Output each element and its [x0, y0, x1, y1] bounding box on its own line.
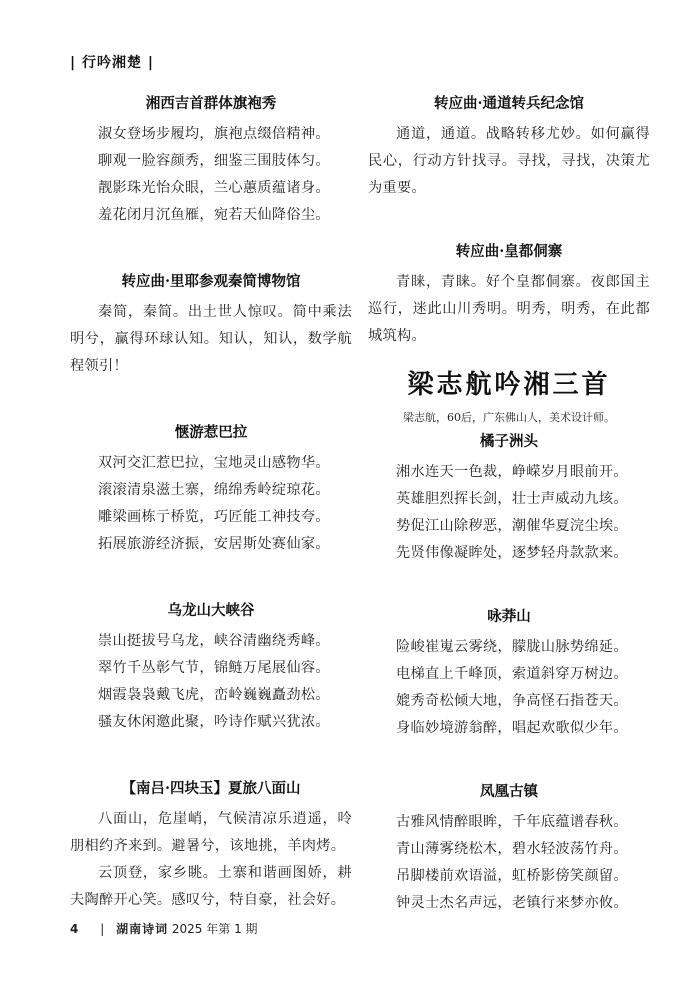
poem-line: 身临妙境游翁醉，唱起欢歌似少年。 — [396, 720, 628, 736]
poem — [70, 779, 352, 914]
poem-title: 咏莽山 — [487, 608, 531, 625]
issue-label: 2025 年第 1 期 — [171, 922, 258, 936]
poem-line: 势促江山除秽恶，潮催华夏浣尘埃。 — [396, 518, 628, 534]
poem-title: 转应曲·里耶参观秦简博物馆 — [121, 273, 301, 290]
poem-line: 聊观一脸容颜秀，细鉴三围肢体匀。 — [98, 153, 330, 169]
poem-line: 靓影珠光怡众眼，兰心蕙质蕴诸身。 — [98, 180, 330, 196]
left-column — [70, 94, 352, 957]
poem — [70, 272, 352, 380]
magazine-title: 湖南诗词 — [116, 922, 169, 936]
poem-title: 乌龙山大峡谷 — [167, 602, 255, 619]
poem-paragraph: 青睐，青睐。好个皇都侗寨。夜郎国主巡行，迷此山川秀明。明秀，明秀，在此都城筑构。 — [368, 274, 650, 344]
poem-title: 橘子洲头 — [480, 433, 538, 450]
poem-title: 湘西吉首群体旗袍秀 — [145, 95, 277, 112]
poem — [70, 94, 352, 229]
poem-line: 淑女登场步履均，旗袍点缀倍精神。 — [98, 126, 330, 142]
poem-paragraph: 通道，通道。战略转移尤妙。如何赢得民心，行动方针找寻。寻找，寻找，决策尤为重要。 — [368, 126, 650, 196]
poem — [368, 242, 650, 350]
poem-title: 【南吕·四块玉】夏旅八面山 — [121, 780, 301, 797]
section-header: | 行吟湘楚 | — [70, 55, 154, 71]
poem-line: 吊脚楼前欢语溢，虹桥影傍笑颜留。 — [396, 868, 628, 884]
poem-line: 拓展旅游经济振，安居斯处赛仙家。 — [98, 536, 330, 552]
poem-line: 媲秀奇松倾大地，争高怪石指苍天。 — [396, 693, 628, 709]
poem — [70, 601, 352, 736]
poem — [368, 607, 650, 742]
page-footer — [70, 920, 258, 937]
poem-line: 羞花闭月沉鱼雁，宛若天仙降俗尘。 — [98, 207, 330, 223]
poem — [368, 432, 650, 567]
poem-line: 骚友休闲邀此聚，吟诗作赋兴犹浓。 — [98, 714, 330, 730]
poem-line: 英雄胆烈挥长剑，壮士声威动九垓。 — [396, 491, 628, 507]
author-bio: 梁志航，60后，广东佛山人，美术设计师。 — [403, 411, 615, 424]
poem-line: 古雅风情醉眼眸，千年底蕴谱春秋。 — [396, 814, 628, 830]
page-number: 4 — [70, 922, 79, 936]
poem-line: 滚滚清泉滋土寨，绵绵秀岭绽琼花。 — [98, 482, 330, 498]
right-column — [368, 94, 650, 957]
poem-title: 惬游惹巴拉 — [174, 424, 248, 441]
poem-line: 雕梁画栋亍桥览，巧匠能工神技夸。 — [98, 509, 330, 525]
poem-line: 青山薄雾绕松木，碧水轻波荡竹舟。 — [396, 841, 628, 857]
poem-paragraph: 八面山，危崖峭，气候清凉乐逍遥，呤朋相约齐来到。避暑兮，该地挑，羊肉烤。 — [70, 811, 352, 854]
poem-line: 钟灵士杰名声远，老镇行来梦亦攸。 — [396, 895, 628, 911]
poem — [70, 423, 352, 558]
footer-divider: | — [100, 922, 105, 936]
poem-line: 崇山挺拔号乌龙，峡谷清幽绕秀峰。 — [98, 633, 330, 649]
poem-title: 凤凰古镇 — [480, 783, 538, 800]
poem-paragraph: 秦简，秦简。出土世人惊叹。简中乘法明兮，赢得环球认知。知认，知认，数学航程领引！ — [70, 304, 352, 374]
poem-line: 电梯直上千峰顶，索道斜穿万树边。 — [396, 666, 628, 682]
author-heading: 梁志航吟湘三首 — [407, 370, 611, 400]
poem-paragraph: 云顶登，家乡眺。土寨和谐画图娇，耕夫陶醉开心笑。感叹兮，特自豪，社会好。 — [70, 865, 352, 908]
poem-line: 翠竹千丛彰气节，锦鲢万尾展仙容。 — [98, 660, 330, 676]
poem-line: 双河交汇惹巴拉，宝地灵山感物华。 — [98, 455, 330, 471]
poem-title: 转应曲·皇都侗寨 — [455, 243, 563, 260]
poem-line: 先贤伟像凝眸处，逐梦轻舟款款来。 — [396, 545, 628, 561]
poem-title: 转应曲·通道转兵纪念馆 — [433, 95, 585, 112]
poem-line: 烟霞袅袅戴飞虎，峦岭巍巍矗劲松。 — [98, 687, 330, 703]
poem-line: 险峻崔嵬云雾绕，朦胧山脉势绵延。 — [396, 639, 628, 655]
poem — [368, 782, 650, 917]
poem-line: 湘水连天一色裁，峥嵘岁月眼前开。 — [396, 464, 628, 480]
poem — [368, 94, 650, 202]
